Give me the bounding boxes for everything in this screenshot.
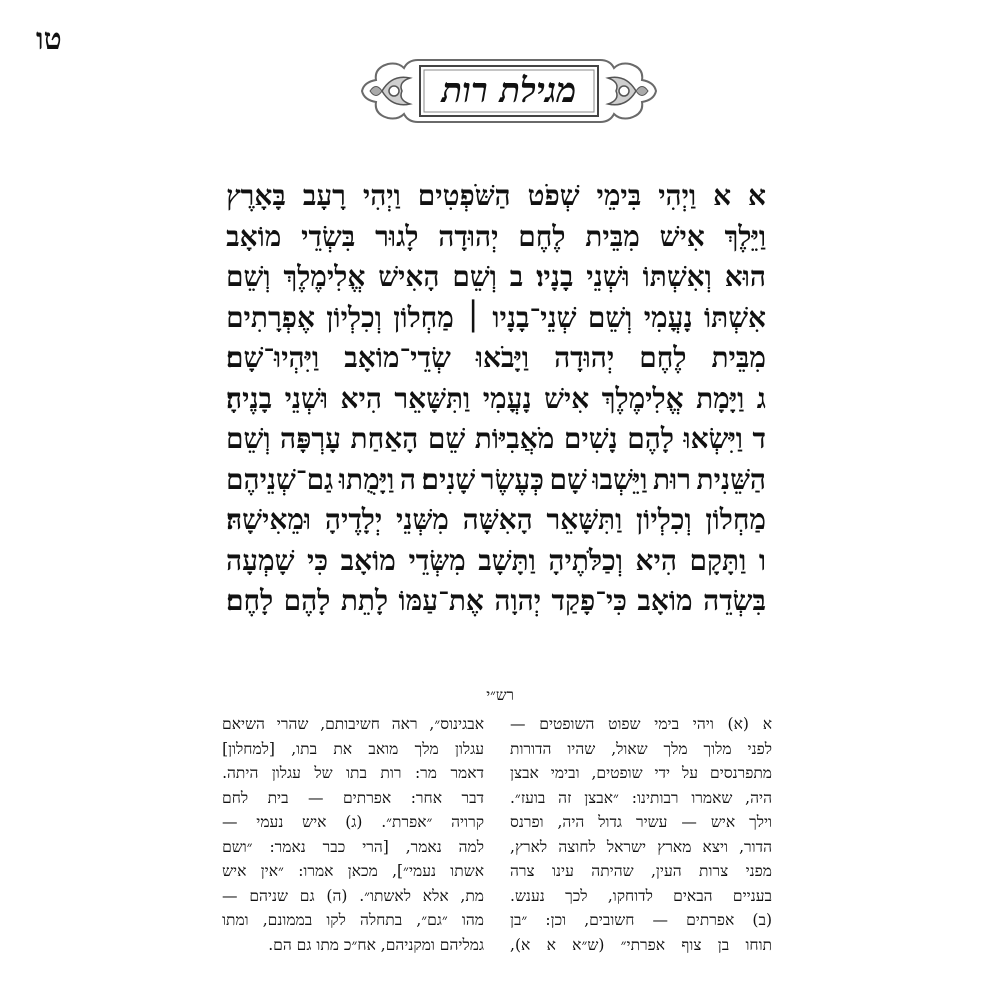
word: מת,: [460, 886, 484, 905]
word: עגלון: [271, 764, 301, 782]
word: וַיְהִי: [658, 179, 697, 212]
word: שהרי: [276, 715, 309, 733]
word: הִיא: [340, 381, 382, 415]
word: הדורות: [510, 739, 552, 758]
word: על: [682, 764, 699, 782]
word: העין,: [651, 862, 682, 880]
word: כבר: [322, 837, 346, 856]
word: וַתִּשָּׁאֵר: [546, 503, 623, 536]
word: הוּא: [724, 260, 766, 293]
word: שניהם: [249, 886, 288, 905]
word: בָנֶיהָ׃: [226, 381, 273, 415]
word: שהיו: [567, 739, 596, 758]
word: וְשֵׁם: [587, 300, 633, 334]
word: אִישׁ: [659, 219, 705, 253]
word: וַתִּשָּׁאֵר: [394, 381, 471, 415]
word: מארץ: [657, 837, 692, 856]
word: ופרנס: [510, 813, 544, 831]
word: גדול: [598, 813, 623, 831]
word: אשתו: [450, 862, 484, 880]
scripture-text: [226, 176, 766, 616]
word: ויהי: [692, 715, 714, 733]
word: שְׁנֵי־בָנָיו: [492, 300, 577, 334]
commentary-line: [510, 884, 772, 909]
word: לָהֶם: [283, 584, 331, 617]
word: מִבֵּית: [711, 341, 766, 374]
word: בִּימֵי: [596, 179, 642, 212]
verse-line: [226, 298, 766, 339]
commentary-line: [510, 786, 772, 811]
word: ג: [756, 381, 766, 415]
word: דבר: [461, 788, 484, 807]
word: אלא: [422, 886, 449, 905]
word: נָשִׁים: [563, 422, 618, 455]
word: רָעָב: [302, 179, 346, 212]
verse-line: [226, 419, 766, 460]
word: ״אבצן: [584, 788, 619, 807]
word: ״אפרת״.: [381, 813, 433, 831]
word: שפוט: [608, 715, 641, 733]
commentary-line: [510, 859, 772, 884]
word: ויצא: [702, 837, 728, 856]
word: מכאן: [347, 862, 378, 880]
word: הדור,: [739, 837, 772, 856]
word: וְכִלְיוֹן: [636, 503, 692, 536]
word: לאשתו״.: [359, 886, 411, 905]
word: לקו: [326, 911, 346, 929]
word: אמרו:: [298, 862, 334, 880]
word: היתה.: [222, 764, 259, 782]
word: ב: [509, 260, 524, 293]
word: וַיָּמָת: [696, 381, 745, 415]
word: וילך: [749, 813, 772, 831]
word: וַיָּבֹאוּ: [475, 341, 530, 374]
word: (ב): [752, 911, 772, 929]
word: כְּעֶשֶׂר: [480, 462, 544, 496]
word: וְשֵׁם: [452, 260, 497, 293]
word: זה: [558, 788, 572, 807]
word: שָׁמְעָה: [226, 543, 295, 577]
verse-line: [226, 581, 766, 622]
word: —: [308, 788, 324, 807]
word: נעמי: [256, 813, 284, 831]
word: רבותינו:: [631, 788, 679, 807]
word: אֶת־עַמּוֹ: [398, 584, 484, 617]
verse-line: [226, 460, 766, 501]
word: אֱלִימֶלֶךְ: [601, 381, 684, 415]
word: בן: [717, 935, 730, 954]
word: הָאַחַת: [350, 422, 419, 455]
commentary-heading: רש״י: [486, 686, 514, 704]
word: —: [510, 715, 526, 733]
word: (ה): [326, 886, 348, 905]
word: אפרתים: [686, 911, 735, 929]
word: ראה: [391, 715, 418, 733]
word: הָאִישׁ: [378, 260, 440, 293]
word: למה: [458, 837, 484, 856]
word: א: [713, 179, 732, 212]
word: ׀: [465, 300, 481, 334]
word: היה,: [745, 788, 772, 807]
word: א: [748, 179, 766, 212]
word: וְכַלֹּתֶיהָ: [548, 543, 623, 577]
word: וַיָּמֻתוּ: [338, 462, 395, 496]
word: מִשְּׁנֵי: [396, 503, 449, 536]
commentary-line: [222, 884, 484, 909]
word: לדוחקו,: [607, 886, 653, 905]
word: גם: [299, 886, 315, 905]
word: עינו: [552, 862, 574, 880]
word: מוֹאָב: [226, 219, 282, 253]
word: א),: [510, 935, 531, 954]
word: חשיבותם,: [320, 715, 380, 733]
word: קרויה: [451, 813, 484, 831]
word: ומתו: [222, 911, 249, 929]
word: (ש״א: [572, 935, 605, 954]
verse-line: [226, 541, 766, 582]
word: מוֹאָב: [637, 584, 693, 617]
word: ובימי: [550, 764, 580, 782]
word: שְׁפֹט: [527, 179, 580, 212]
word: שאמרו: [691, 788, 733, 807]
word: (ג): [345, 813, 363, 831]
word: עגלון: [454, 739, 484, 758]
word: צוף: [681, 935, 702, 954]
word: א: [546, 935, 556, 954]
word: נעמי״],: [392, 862, 437, 880]
word: וְאִשְׁתּוֹ: [642, 260, 712, 293]
word: ו: [758, 543, 766, 577]
word: רוּת: [652, 462, 691, 496]
word: (א): [727, 715, 749, 733]
word: בתחלה: [359, 911, 403, 929]
commentary-line: [510, 737, 772, 762]
word: מתפרנסים: [710, 764, 772, 782]
commentary-line: [510, 908, 772, 933]
word: אחר:: [410, 788, 442, 807]
verse-line: [226, 217, 766, 258]
word: ישראל: [606, 837, 647, 856]
word: לָגוּר: [375, 219, 419, 253]
commentary-line: [222, 859, 484, 884]
word: אפרתים: [343, 788, 392, 807]
word: צרה: [510, 862, 535, 880]
verse-line: [226, 338, 766, 379]
word: [הרי: [362, 837, 389, 856]
word: יְהוָה: [494, 584, 542, 617]
word: וַיֵּשְׁבוּ: [592, 462, 648, 496]
commentary-line: [222, 737, 484, 762]
book-title: מגילת רות: [441, 71, 577, 111]
word: נאמר,: [405, 837, 442, 856]
word: מר:: [414, 764, 437, 782]
word: וְשֵׁם: [226, 260, 271, 293]
commentary-line: [222, 835, 484, 860]
commentary-column-right: [510, 712, 772, 957]
verse-line: [226, 176, 766, 217]
word: לפני: [747, 739, 772, 758]
word: לארץ,: [510, 837, 548, 856]
commentary-line: [222, 761, 484, 786]
word: מוֹאָב: [340, 543, 396, 577]
commentary-line: [510, 810, 772, 835]
word: בעניים: [732, 886, 772, 905]
verse-line: [226, 257, 766, 298]
word: שְׂדֵי־מוֹאָב: [344, 341, 451, 374]
word: לָתֵת: [340, 584, 389, 617]
word: —: [222, 813, 238, 831]
word: לחוצה: [558, 837, 596, 856]
word: וַיִּשְׂאוּ: [683, 422, 743, 455]
word: כִּי: [306, 543, 329, 577]
word: יְלָדֶיהָ: [324, 503, 383, 536]
commentary-line: [510, 761, 772, 786]
word: שֵׁם: [427, 422, 466, 455]
word: שופטים,: [591, 764, 643, 782]
commentary-line: [222, 810, 484, 835]
word: וַתָּקָם: [689, 543, 747, 577]
word: אֶפְרָתִים: [226, 300, 315, 334]
word: שהיתה: [591, 862, 634, 880]
word: ״בן: [510, 911, 528, 929]
word: בתו,: [291, 739, 318, 758]
word: בִּשְׂדֵי: [301, 219, 356, 253]
word: וּמֵאִישָׁהּ׃: [226, 503, 312, 536]
word: בתו: [346, 764, 367, 782]
commentary-line: [222, 908, 484, 933]
word: יְהוּדָה: [438, 219, 499, 253]
word: לָחֶם׃: [226, 584, 274, 617]
word: מַחְלוֹן: [393, 300, 454, 334]
word: וּשְׁנֵי: [284, 381, 329, 415]
word: וַיְהִי: [362, 179, 401, 212]
word: דאמר: [450, 764, 484, 782]
word: בָּאָרֶץ: [226, 179, 286, 212]
word: הַשֹּׁפְטִים: [417, 179, 511, 212]
word: ״גם״,: [416, 911, 448, 929]
commentary-line: [510, 835, 772, 860]
word: הָאִשָּׁה: [462, 503, 533, 536]
word: מַחְלוֹן: [705, 503, 766, 536]
word: בימי: [654, 715, 680, 733]
word: מלך: [414, 739, 439, 758]
word: נענש.: [510, 886, 545, 905]
word: וְשֵׁם: [226, 422, 271, 455]
word: וַיֵּלֶךְ: [724, 219, 766, 253]
commentary-line: [510, 712, 772, 737]
word: לֶחֶם: [639, 341, 687, 374]
word: רות: [380, 764, 402, 782]
word: ״ושם: [222, 837, 253, 856]
word: ״אין: [260, 862, 284, 880]
word: וּשְׁנֵי: [586, 260, 630, 293]
word: מלך: [663, 739, 688, 758]
word: השופטים: [539, 715, 595, 733]
verse-line: [226, 379, 766, 420]
word: [למחלון]: [222, 739, 275, 758]
commentary-line: [222, 786, 484, 811]
word: מִשְּׂדֵי: [408, 543, 466, 577]
word: חשובים,: [584, 911, 635, 929]
word: יְהוּדָה: [554, 341, 615, 374]
word: ד: [752, 422, 766, 455]
word: כִּי־פָקַד: [551, 584, 627, 617]
word: אבגינוס״,: [429, 715, 484, 733]
title-ornament-frame: [358, 52, 660, 130]
word: איש: [710, 813, 736, 831]
word: לָהֶם: [627, 422, 674, 455]
commentary-line: [510, 933, 772, 958]
word: גַם־שְׁנֵיהֶם: [226, 462, 334, 496]
word: א: [762, 715, 772, 733]
word: בָנָיו׃: [536, 260, 574, 293]
word: תוחו: [745, 935, 772, 954]
word: שָׁנִים׃: [421, 462, 476, 496]
word: מִבֵּית: [585, 219, 640, 253]
word: אֱלִימֶלֶךְ: [283, 260, 366, 293]
page-number: טו: [36, 22, 62, 57]
word: —: [681, 813, 697, 831]
word: נָעֳמִי: [643, 300, 693, 334]
word: עָרְפָּה: [280, 422, 341, 455]
word: נָעֳמִי: [482, 381, 532, 415]
word: של: [314, 764, 333, 782]
word: לחם: [222, 788, 249, 807]
word: —: [652, 911, 669, 929]
word: מלוך: [703, 739, 732, 758]
word: מֹאֲבִיּוֹת: [474, 422, 555, 455]
word: שָׁם: [549, 462, 587, 496]
commentary-line: [222, 712, 484, 737]
word: השיאם: [222, 715, 265, 733]
word: היה,: [557, 813, 585, 831]
word: וַתָּשָׁב: [478, 543, 536, 577]
word: וְכִלְיוֹן: [326, 300, 382, 334]
commentary-line: גמליהם ומקניהם, אח״כ מתו גם הם.: [268, 935, 484, 954]
word: בִּשְׂדֵה: [703, 584, 766, 617]
word: מהו: [461, 911, 484, 929]
word: אפרתי״: [620, 935, 666, 954]
word: איש: [222, 862, 247, 880]
word: את: [333, 739, 353, 758]
word: שאול,: [611, 739, 648, 758]
word: מפני: [745, 862, 772, 880]
word: בועז״.: [510, 788, 546, 807]
word: לֶחֶם: [518, 219, 566, 253]
word: צרות: [699, 862, 729, 880]
word: וַיִּהְיוּ־שָׁם׃: [226, 341, 320, 374]
word: —: [222, 886, 238, 905]
word: ידי: [654, 764, 671, 782]
word: נאמר:: [269, 837, 306, 856]
word: בית: [267, 788, 289, 807]
word: אִשְׁתּוֹ: [703, 300, 766, 334]
word: וכן:: [545, 911, 567, 929]
word: אבצן: [510, 764, 539, 782]
word: מואב: [368, 739, 399, 758]
word: איש: [302, 813, 327, 831]
word: הִיא: [635, 543, 677, 577]
word: בממונם,: [262, 911, 313, 929]
verse-line: [226, 500, 766, 541]
word: לכך: [565, 886, 588, 905]
word: אִישׁ: [544, 381, 590, 415]
commentary-column-left: [222, 712, 484, 957]
word: עשיר: [636, 813, 668, 831]
word: הַשֵּׁנִית: [696, 462, 766, 496]
word: הבאים: [673, 886, 713, 905]
word: ה: [399, 462, 416, 496]
